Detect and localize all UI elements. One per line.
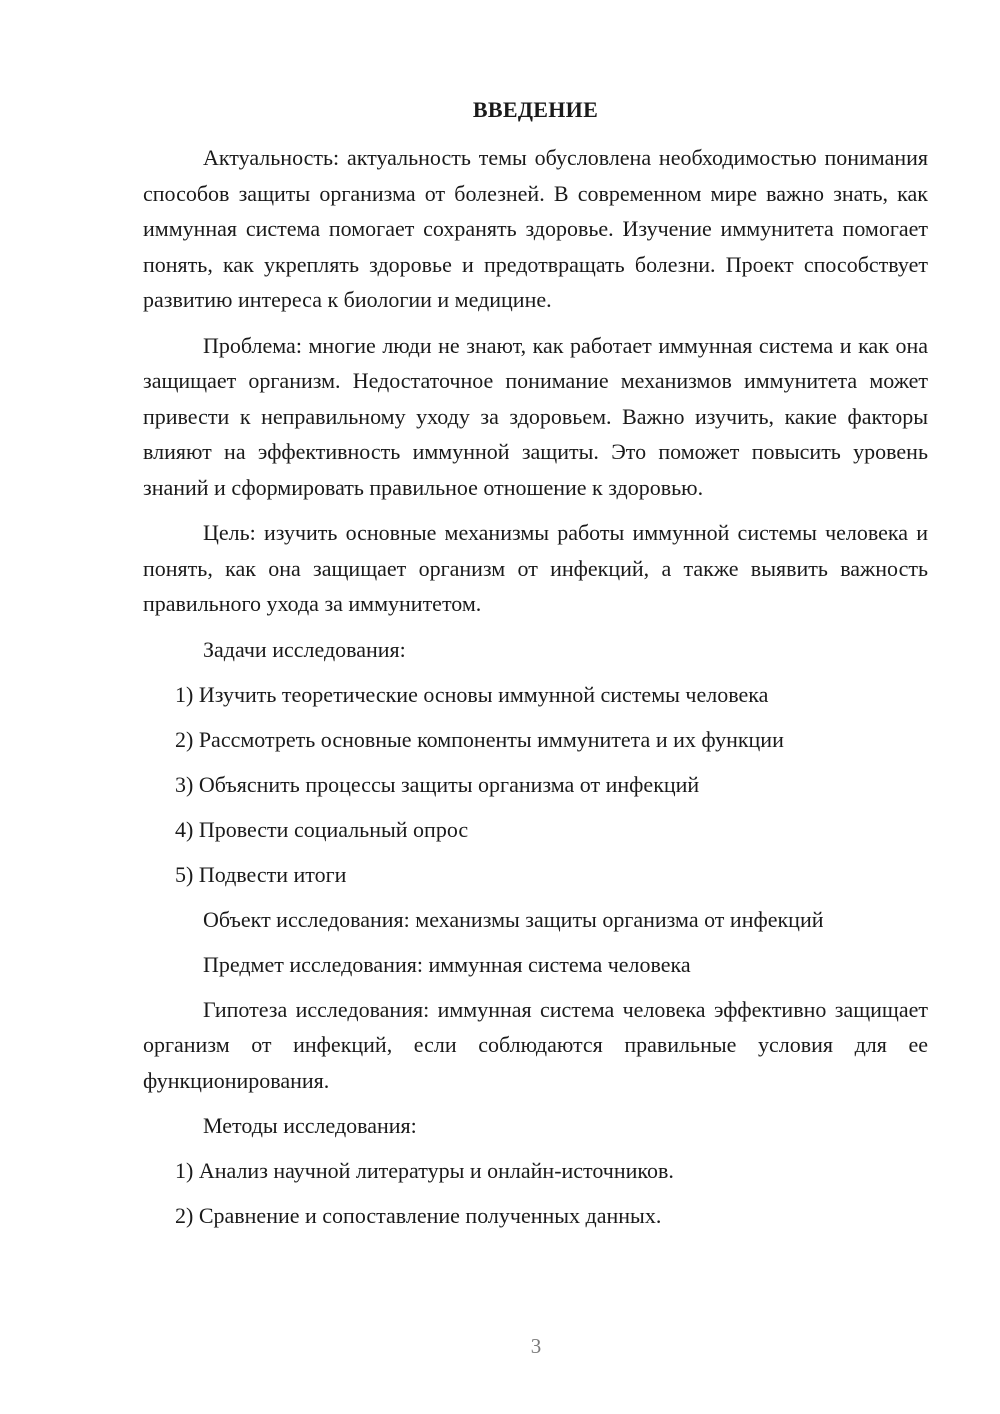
tasks-heading: Задачи исследования: bbox=[203, 636, 406, 662]
research-object: Объект исследования: механизмы защиты организма от инфекций bbox=[203, 906, 824, 932]
research-subject: Предмет исследования: иммунная система человека bbox=[203, 951, 691, 977]
page-content bbox=[143, 96, 928, 1243]
list-item: 2) Сравнение и сопоставление полученных данных. bbox=[175, 1203, 662, 1228]
list-item: 3) Объяснить процессы защиты организма от инфекций bbox=[175, 771, 700, 797]
list-item: 4) Провести социальный опрос bbox=[175, 816, 469, 842]
paragraph-relevance: Актуальность: актуальность темы обусловлена необходимостью понимания способов защиты организма от болезней. В современном мире важно знать, как иммунная система помогает сохранять здоровье. Изучение иммунитета помогает понять, как укреплять здоровье и предотвращать болезни. Проект способствует развитию интереса к биологии и медицине. bbox=[143, 145, 928, 312]
list-item: 1) Изучить теоретические основы иммунной системы человека bbox=[175, 681, 769, 707]
page-number: 3 bbox=[530, 1334, 542, 1358]
paragraph-hypothesis: Гипотеза исследования: иммунная система человека эффективно защищает организм от инфекций, если соблюдаются правильные условия для ее функционирования. bbox=[143, 996, 928, 1093]
tasks-list bbox=[143, 677, 928, 892]
list-item: 5) Подвести итоги bbox=[175, 861, 347, 887]
section-title: ВВЕДЕНИЕ bbox=[472, 97, 599, 122]
methods-heading: Методы исследования: bbox=[203, 1113, 417, 1138]
list-item: 1) Анализ научной литературы и онлайн-источников. bbox=[175, 1158, 674, 1183]
list-item: 2) Рассмотреть основные компоненты иммунитета и их функции bbox=[175, 726, 784, 752]
methods-list bbox=[143, 1153, 928, 1233]
paragraph-goal: Цель: изучить основные механизмы работы иммунной системы человека и понять, как она защищает организм от инфекций, а также выявить важность правильного ухода за иммунитетом. bbox=[143, 520, 928, 616]
paragraph-problem: Проблема: многие люди не знают, как работает иммунная система и как она защищает организм. Недостаточное понимание механизмов иммунитета может привести к неправильному уходу за здоровьем. Важно изучить, какие факторы влияют на эффективность иммунной защиты. Это поможет повысить уровень знаний и сформировать правильное отношение к здоровью. bbox=[143, 332, 928, 500]
